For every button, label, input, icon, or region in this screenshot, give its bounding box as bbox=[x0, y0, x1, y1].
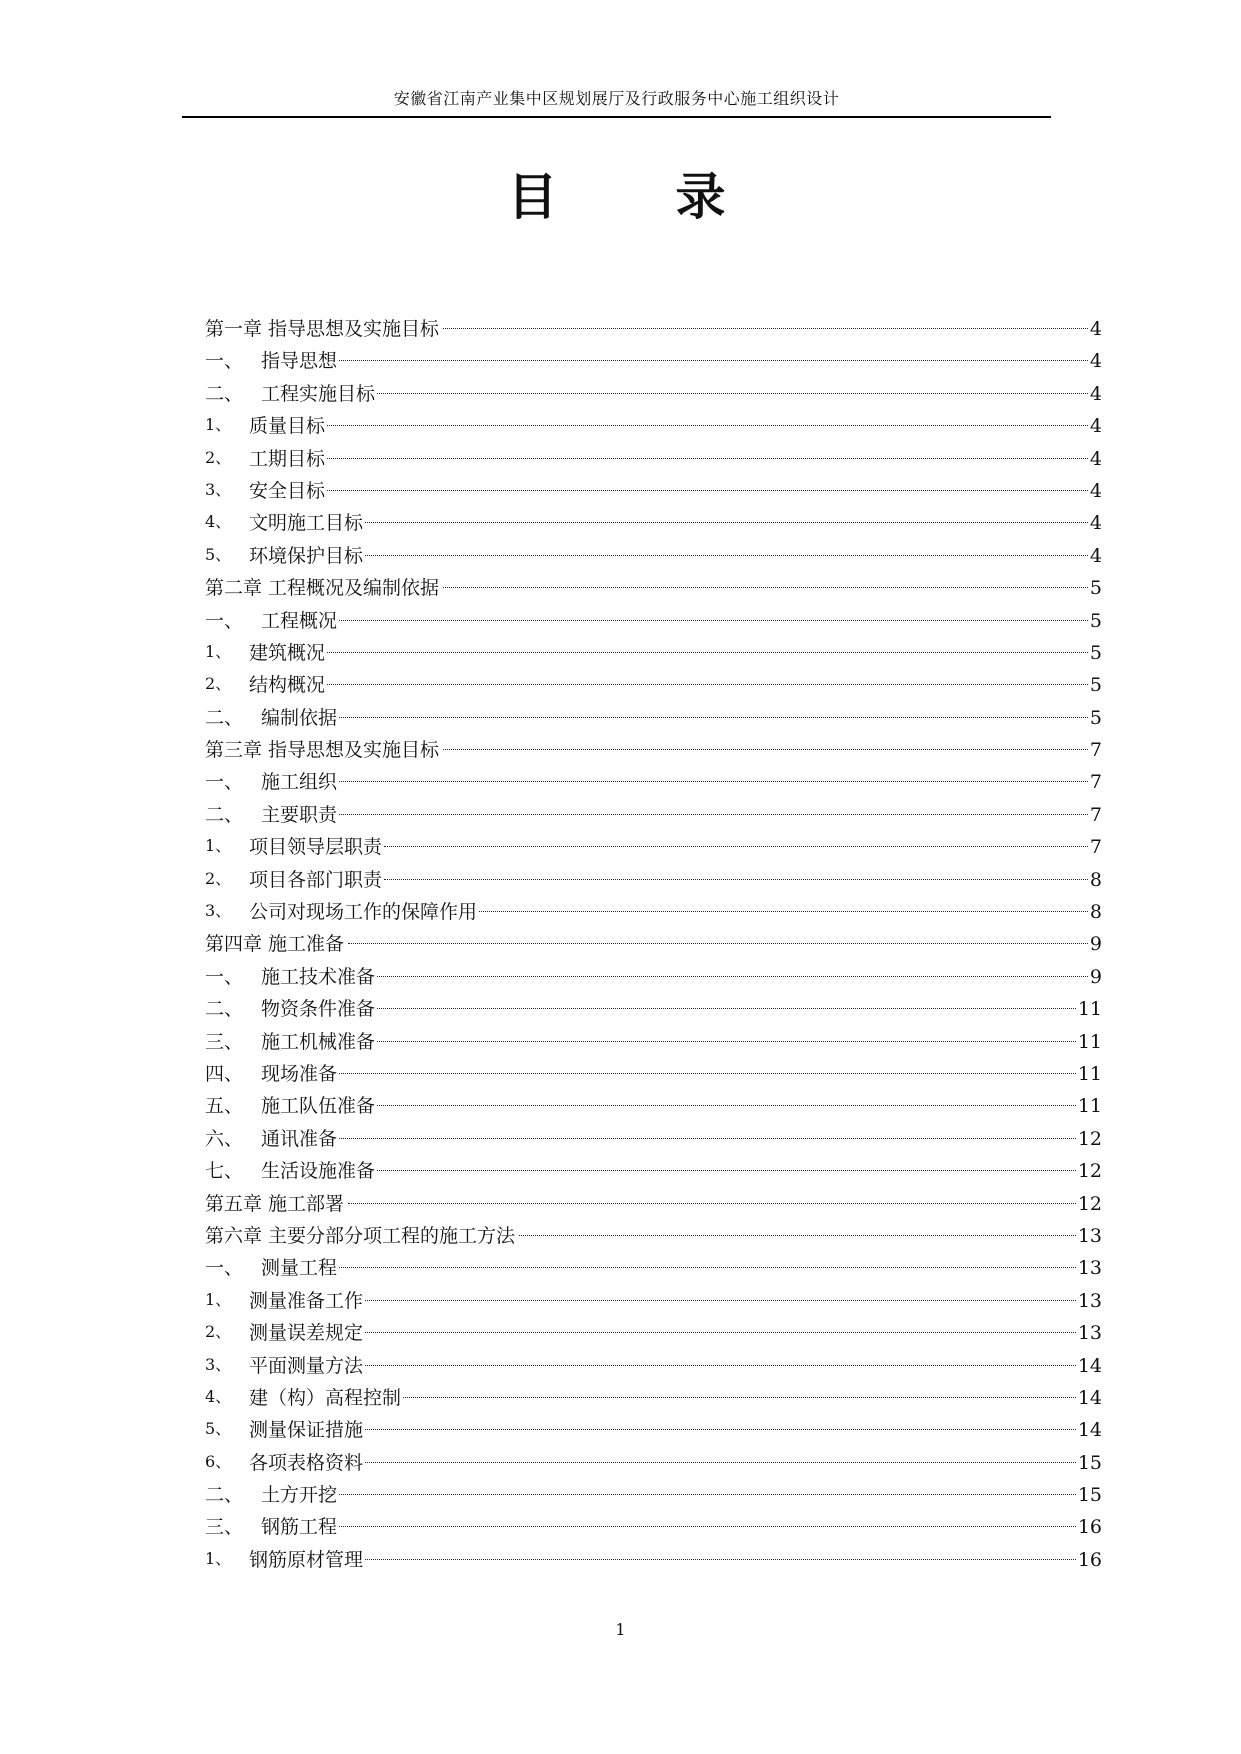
toc-dot-leader bbox=[339, 781, 1088, 782]
toc-entry[interactable] bbox=[205, 1090, 1102, 1122]
toc-entry-number: 5、 bbox=[205, 544, 232, 564]
toc-entry[interactable] bbox=[205, 1026, 1102, 1058]
toc-entry-title: 生活设施准备 bbox=[261, 1160, 376, 1183]
toc-entry[interactable] bbox=[205, 1252, 1102, 1284]
toc-entry-number: 一、 bbox=[205, 771, 244, 794]
toc-entry-page-number: 11 bbox=[1077, 1030, 1102, 1053]
toc-entry[interactable] bbox=[205, 961, 1102, 993]
toc-dot-leader bbox=[365, 1365, 1076, 1366]
toc-entry-number: 4、 bbox=[205, 1386, 232, 1406]
toc-entry-title: 第五章 施工部署 bbox=[205, 1192, 345, 1215]
toc-entry-title: 主要职责 bbox=[261, 803, 338, 826]
toc-entry-page-number: 5 bbox=[1089, 609, 1102, 632]
toc-dot-leader bbox=[365, 1300, 1076, 1301]
toc-entry-number: 二、 bbox=[205, 382, 244, 405]
toc-dot-leader bbox=[443, 587, 1088, 588]
toc-entry-page-number: 11 bbox=[1077, 1095, 1102, 1118]
toc-entry-number: 三、 bbox=[205, 1030, 244, 1053]
toc-entry-page-number: 8 bbox=[1089, 868, 1102, 891]
toc-entry[interactable] bbox=[205, 313, 1102, 345]
toc-entry-number: 一、 bbox=[205, 965, 244, 988]
toc-entry-page-number: 5 bbox=[1089, 577, 1102, 600]
toc-entry-title: 结构概况 bbox=[249, 674, 326, 697]
toc-dot-leader bbox=[365, 522, 1088, 523]
toc-entry-page-number: 7 bbox=[1089, 803, 1102, 826]
toc-dot-leader bbox=[377, 1105, 1076, 1106]
toc-entry-page-number: 12 bbox=[1077, 1192, 1102, 1215]
toc-dot-leader bbox=[377, 393, 1088, 394]
toc-entry[interactable] bbox=[205, 1544, 1102, 1576]
toc-entry-number: 四、 bbox=[205, 1062, 244, 1085]
toc-dot-leader bbox=[519, 1235, 1076, 1236]
toc-entry-page-number: 4 bbox=[1089, 544, 1102, 567]
toc-entry-page-number: 12 bbox=[1077, 1127, 1102, 1150]
toc-entry-number: 二、 bbox=[205, 1484, 244, 1507]
toc-dot-leader bbox=[339, 814, 1088, 815]
toc-entry[interactable] bbox=[205, 1350, 1102, 1382]
toc-dot-leader bbox=[377, 976, 1088, 977]
toc-entry-page-number: 11 bbox=[1077, 998, 1102, 1021]
toc-entry[interactable] bbox=[205, 605, 1102, 637]
page-title bbox=[0, 160, 1241, 234]
toc-entry-title: 通讯准备 bbox=[261, 1127, 338, 1150]
toc-entry[interactable] bbox=[205, 864, 1102, 896]
toc-entry[interactable] bbox=[205, 1220, 1102, 1252]
toc-entry-title: 施工队伍准备 bbox=[261, 1095, 376, 1118]
toc-entry-page-number: 12 bbox=[1077, 1160, 1102, 1183]
toc-entry-title: 建（构）高程控制 bbox=[249, 1386, 402, 1409]
toc-entry-page-number: 9 bbox=[1089, 965, 1102, 988]
toc-entry-title: 土方开挖 bbox=[261, 1484, 338, 1507]
toc-entry-number: 五、 bbox=[205, 1095, 244, 1118]
toc-entry-page-number: 15 bbox=[1077, 1451, 1102, 1474]
toc-dot-leader bbox=[377, 1008, 1076, 1009]
toc-entry-title: 测量准备工作 bbox=[249, 1289, 364, 1312]
toc-entry-number: 5、 bbox=[205, 1419, 232, 1439]
toc-entry-number: 三、 bbox=[205, 1516, 244, 1539]
toc-entry[interactable] bbox=[205, 896, 1102, 928]
page-number: 1 bbox=[615, 1620, 626, 1639]
toc-entry-page-number: 9 bbox=[1089, 933, 1102, 956]
toc-entry-number: 1、 bbox=[205, 415, 232, 435]
toc-entry[interactable] bbox=[205, 475, 1102, 507]
toc-dot-leader bbox=[479, 911, 1088, 912]
toc-dot-leader bbox=[339, 1494, 1076, 1495]
toc-entry-title: 公司对现场工作的保障作用 bbox=[249, 901, 478, 924]
toc-entry-title: 指导思想 bbox=[261, 350, 338, 373]
toc-entry-number: 1、 bbox=[205, 836, 232, 856]
toc-entry[interactable] bbox=[205, 443, 1102, 475]
toc-entry-page-number: 14 bbox=[1077, 1386, 1102, 1409]
toc-dot-leader bbox=[403, 1397, 1076, 1398]
toc-entry-title: 编制依据 bbox=[261, 706, 338, 729]
toc-entry-page-number: 4 bbox=[1089, 318, 1102, 340]
running-header-title: 安徽省江南产业集中区规划展厅及行政服务中心施工组织设计 bbox=[393, 89, 840, 108]
toc-dot-leader bbox=[348, 1203, 1076, 1204]
toc-entry-number: 七、 bbox=[205, 1160, 244, 1183]
toc-entry-number: 二、 bbox=[205, 706, 244, 729]
toc-entry-title: 施工组织 bbox=[261, 771, 338, 794]
toc-entry[interactable] bbox=[205, 507, 1102, 539]
toc-entry-number: 3、 bbox=[205, 901, 232, 921]
toc-dot-leader bbox=[327, 490, 1088, 491]
toc-entry[interactable] bbox=[205, 831, 1102, 863]
toc-entry-title: 质量目标 bbox=[249, 415, 326, 438]
toc-entry-title: 工期目标 bbox=[249, 447, 326, 470]
toc-entry[interactable] bbox=[205, 993, 1102, 1025]
toc-entry-title: 测量保证措施 bbox=[249, 1419, 364, 1442]
toc-entry-page-number: 5 bbox=[1089, 706, 1102, 729]
toc-entry-page-number: 13 bbox=[1077, 1224, 1102, 1247]
toc-entry-title: 各项表格资料 bbox=[249, 1451, 364, 1474]
toc-entry[interactable] bbox=[205, 1511, 1102, 1543]
toc-dot-leader bbox=[365, 555, 1088, 556]
toc-entry-number: 3、 bbox=[205, 479, 232, 499]
toc-entry[interactable] bbox=[205, 540, 1102, 572]
toc-entry-page-number: 7 bbox=[1089, 771, 1102, 794]
toc-entry-title: 平面测量方法 bbox=[249, 1354, 364, 1377]
toc-entry-number: 2、 bbox=[205, 868, 232, 888]
toc-entry-title: 施工技术准备 bbox=[261, 965, 376, 988]
toc-entry-title: 项目领导层职责 bbox=[249, 836, 383, 859]
toc-entry-title: 钢筋工程 bbox=[261, 1516, 338, 1539]
toc-entry-page-number: 13 bbox=[1077, 1289, 1102, 1312]
toc-entry[interactable] bbox=[205, 1188, 1102, 1220]
toc-entry-title: 文明施工目标 bbox=[249, 512, 364, 535]
toc-dot-leader bbox=[365, 1332, 1076, 1333]
toc-entry-number: 2、 bbox=[205, 674, 232, 694]
toc-entry-number: 一、 bbox=[205, 609, 244, 632]
toc-entry-title: 第六章 主要分部分项工程的施工方法 bbox=[205, 1224, 516, 1247]
toc-entry[interactable] bbox=[205, 1123, 1102, 1155]
toc-entry-number: 6、 bbox=[205, 1451, 232, 1471]
toc-entry-title: 物资条件准备 bbox=[261, 998, 376, 1021]
toc-dot-leader bbox=[339, 1138, 1076, 1139]
toc-entry-page-number: 4 bbox=[1089, 512, 1102, 535]
toc-entry-number: 3、 bbox=[205, 1354, 232, 1374]
toc-entry-title: 工程实施目标 bbox=[261, 382, 376, 405]
toc-entry[interactable] bbox=[205, 1285, 1102, 1317]
toc-entry-page-number: 4 bbox=[1089, 479, 1102, 502]
toc-entry[interactable] bbox=[205, 1479, 1102, 1511]
toc-entry[interactable] bbox=[205, 766, 1102, 798]
toc-entry[interactable] bbox=[205, 1155, 1102, 1187]
toc-entry-page-number: 4 bbox=[1089, 415, 1102, 438]
toc-entry-page-number: 5 bbox=[1089, 674, 1102, 697]
page-footer bbox=[0, 1620, 1241, 1639]
toc-dot-leader bbox=[339, 360, 1088, 361]
toc-entry-title: 测量工程 bbox=[261, 1257, 338, 1280]
table-of-contents bbox=[205, 313, 1102, 1576]
toc-entry-number: 2、 bbox=[205, 447, 232, 467]
toc-entry[interactable] bbox=[205, 669, 1102, 701]
toc-entry-number: 一、 bbox=[205, 350, 244, 373]
toc-entry[interactable] bbox=[205, 410, 1102, 442]
toc-dot-leader bbox=[443, 749, 1088, 750]
toc-dot-leader bbox=[365, 1462, 1076, 1463]
toc-entry-title: 建筑概况 bbox=[249, 641, 326, 664]
toc-entry-page-number: 14 bbox=[1077, 1419, 1102, 1442]
toc-entry-number: 六、 bbox=[205, 1127, 244, 1150]
toc-entry-title: 第二章 工程概况及编制依据 bbox=[205, 577, 440, 600]
toc-entry-page-number: 16 bbox=[1077, 1548, 1102, 1571]
running-header bbox=[182, 86, 1051, 118]
toc-entry-page-number: 8 bbox=[1089, 901, 1102, 924]
toc-dot-leader bbox=[377, 1041, 1076, 1042]
toc-dot-leader bbox=[339, 1267, 1076, 1268]
toc-dot-leader bbox=[339, 620, 1088, 621]
toc-entry[interactable] bbox=[205, 799, 1102, 831]
toc-dot-leader bbox=[339, 1526, 1076, 1527]
toc-entry-title: 第四章 施工准备 bbox=[205, 933, 345, 956]
toc-dot-leader bbox=[339, 1073, 1076, 1074]
toc-entry[interactable] bbox=[205, 637, 1102, 669]
toc-entry-number: 4、 bbox=[205, 512, 232, 532]
toc-entry-number: 一、 bbox=[205, 1257, 244, 1280]
toc-entry-title: 钢筋原材管理 bbox=[249, 1548, 364, 1571]
toc-entry[interactable] bbox=[205, 1382, 1102, 1414]
toc-dot-leader bbox=[384, 879, 1088, 880]
toc-dot-leader bbox=[327, 684, 1088, 685]
toc-entry-title: 第三章 指导思想及实施目标 bbox=[205, 739, 440, 762]
toc-dot-leader bbox=[348, 943, 1088, 944]
toc-entry[interactable] bbox=[205, 1414, 1102, 1446]
toc-entry-page-number: 11 bbox=[1077, 1062, 1102, 1085]
toc-dot-leader bbox=[443, 328, 1088, 329]
toc-entry-page-number: 4 bbox=[1089, 382, 1102, 405]
toc-entry-page-number: 4 bbox=[1089, 447, 1102, 470]
toc-entry[interactable] bbox=[205, 928, 1102, 960]
toc-dot-leader bbox=[365, 1429, 1076, 1430]
toc-dot-leader bbox=[365, 1559, 1076, 1560]
toc-entry-page-number: 4 bbox=[1089, 350, 1102, 373]
toc-dot-leader bbox=[377, 1170, 1076, 1171]
toc-dot-leader bbox=[327, 458, 1088, 459]
toc-entry-title: 测量误差规定 bbox=[249, 1322, 364, 1345]
toc-entry[interactable] bbox=[205, 1447, 1102, 1479]
toc-entry-title: 环境保护目标 bbox=[249, 544, 364, 567]
toc-entry[interactable] bbox=[205, 702, 1102, 734]
toc-entry-title: 施工机械准备 bbox=[261, 1030, 376, 1053]
toc-entry[interactable] bbox=[205, 1317, 1102, 1349]
toc-dot-leader bbox=[327, 425, 1088, 426]
page-title-second-char: 录 bbox=[675, 168, 734, 226]
toc-entry-title: 工程概况 bbox=[261, 609, 338, 632]
toc-entry-number: 1、 bbox=[205, 641, 232, 661]
toc-entry-page-number: 16 bbox=[1077, 1516, 1102, 1539]
toc-entry[interactable] bbox=[205, 572, 1102, 604]
toc-entry-number: 1、 bbox=[205, 1289, 232, 1309]
toc-entry-title: 项目各部门职责 bbox=[249, 868, 383, 891]
toc-entry-number: 2、 bbox=[205, 1322, 232, 1342]
toc-dot-leader bbox=[339, 717, 1088, 718]
toc-entry-page-number: 7 bbox=[1089, 836, 1102, 859]
toc-entry[interactable] bbox=[205, 734, 1102, 766]
toc-entry-page-number: 5 bbox=[1089, 641, 1102, 664]
toc-dot-leader bbox=[327, 652, 1088, 653]
toc-entry-number: 二、 bbox=[205, 803, 244, 826]
toc-entry-number: 1、 bbox=[205, 1548, 232, 1568]
page-title-first-char: 目 bbox=[507, 168, 566, 226]
toc-entry[interactable] bbox=[205, 345, 1102, 377]
toc-entry[interactable] bbox=[205, 1058, 1102, 1090]
toc-dot-leader bbox=[384, 846, 1088, 847]
toc-entry-page-number: 13 bbox=[1077, 1257, 1102, 1280]
toc-entry-page-number: 15 bbox=[1077, 1484, 1102, 1507]
toc-entry-page-number: 7 bbox=[1089, 739, 1102, 762]
toc-entry[interactable] bbox=[205, 378, 1102, 410]
toc-entry-title: 安全目标 bbox=[249, 479, 326, 502]
toc-entry-number: 二、 bbox=[205, 998, 244, 1021]
toc-entry-title: 第一章 指导思想及实施目标 bbox=[205, 318, 440, 340]
toc-entry-page-number: 14 bbox=[1077, 1354, 1102, 1377]
toc-entry-page-number: 13 bbox=[1077, 1322, 1102, 1345]
toc-entry-title: 现场准备 bbox=[261, 1062, 338, 1085]
